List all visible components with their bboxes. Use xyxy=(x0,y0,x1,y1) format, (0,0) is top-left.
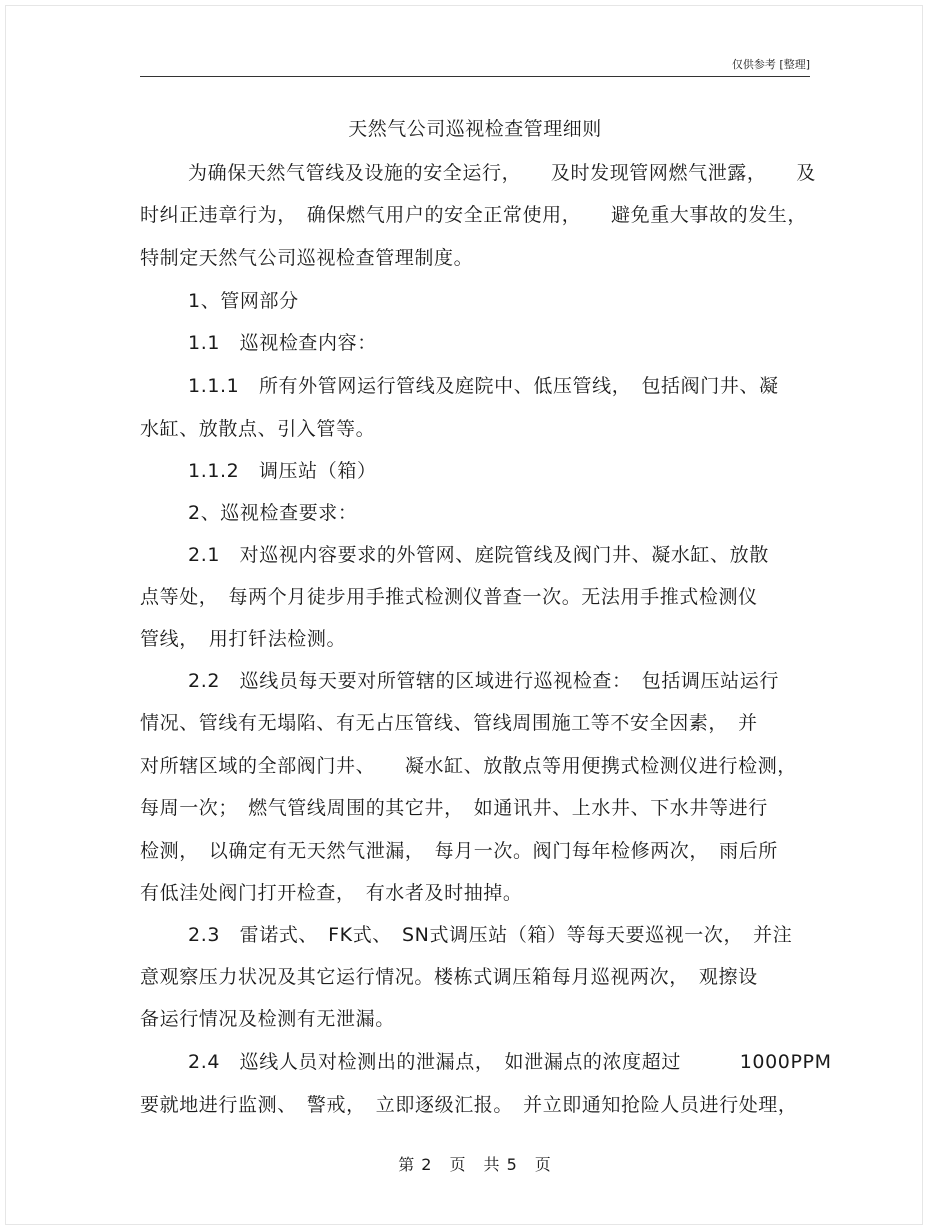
body-line: 检测， 以确定有无天然气泄漏， 每月一次。阀门每年检修两次， 雨后所 xyxy=(140,840,778,862)
body-line: 2.2 巡线员每天要对所管辖的区域进行巡视检查： 包括调压站运行 xyxy=(188,670,779,692)
body-line: 要就地进行监测、 警戒， 立即逐级汇报。 并立即通知抢险人员进行处理， xyxy=(140,1094,798,1116)
body-line: 1.1.1 所有外管网运行管线及庭院中、低压管线， 包括阀门井、凝 xyxy=(188,375,779,397)
body-line: 2.3 雷诺式、 FK式、 SN式调压站（箱）等每天要巡视一次， 并注 xyxy=(188,924,793,946)
section-heading: 2、巡视检查要求： xyxy=(188,502,358,524)
body-line: 2.1 对巡视内容要求的外管网、庭院管线及阀门井、凝水缸、放散 xyxy=(188,544,769,566)
header-divider xyxy=(140,76,810,77)
subsection-heading: 1.1 巡视检查内容： xyxy=(188,332,377,354)
document-page xyxy=(6,6,922,1224)
body-line: 每周一次； 燃气管线周围的其它井， 如通讯井、上水井、下水井等进行 xyxy=(140,797,768,819)
body-line: 情况、管线有无塌陷、有无占压管线、管线周围施工等不安全因素， 并 xyxy=(140,712,758,734)
section-heading: 1、管网部分 xyxy=(188,290,299,312)
body-line: 对所辖区域的全部阀门井、 凝水缸、放散点等用便携式检测仪进行检测， xyxy=(140,755,797,777)
page-number: 第 2 页 共 5 页 xyxy=(398,1155,552,1174)
body-line: 点等处， 每两个月徒步用手推式检测仪普查一次。无法用手推式检测仪 xyxy=(140,586,758,608)
body-line: 水缸、放散点、引入管等。 xyxy=(140,418,376,440)
document-title: 天然气公司巡视检查管理细则 xyxy=(348,118,602,140)
body-line: 管线， 用打钎法检测。 xyxy=(140,628,347,650)
body-line: 2.4 巡线人员对检测出的泄漏点， 如泄漏点的浓度超过 1000PPM xyxy=(188,1051,832,1073)
body-line: 特制定天然气公司巡视检查管理制度。 xyxy=(140,247,474,269)
body-line: 意观察压力状况及其它运行情况。楼栋式调压箱每月巡视两次， 观擦设 xyxy=(140,966,758,988)
body-line: 有低洼处阀门打开检查， 有水者及时抽掉。 xyxy=(140,882,523,904)
header-note: 仅供参考 [整理] xyxy=(731,58,810,71)
body-line: 备运行情况及检测有无泄漏。 xyxy=(140,1008,395,1030)
body-line: 时纠正违章行为， 确保燃气用户的安全正常使用， 避免重大事故的发生， xyxy=(140,204,808,226)
body-line: 1.1.2 调压站（箱） xyxy=(188,460,377,482)
body-line: 为确保天然气管线及设施的安全运行， 及时发现管网燃气泄露， 及 xyxy=(188,162,816,184)
